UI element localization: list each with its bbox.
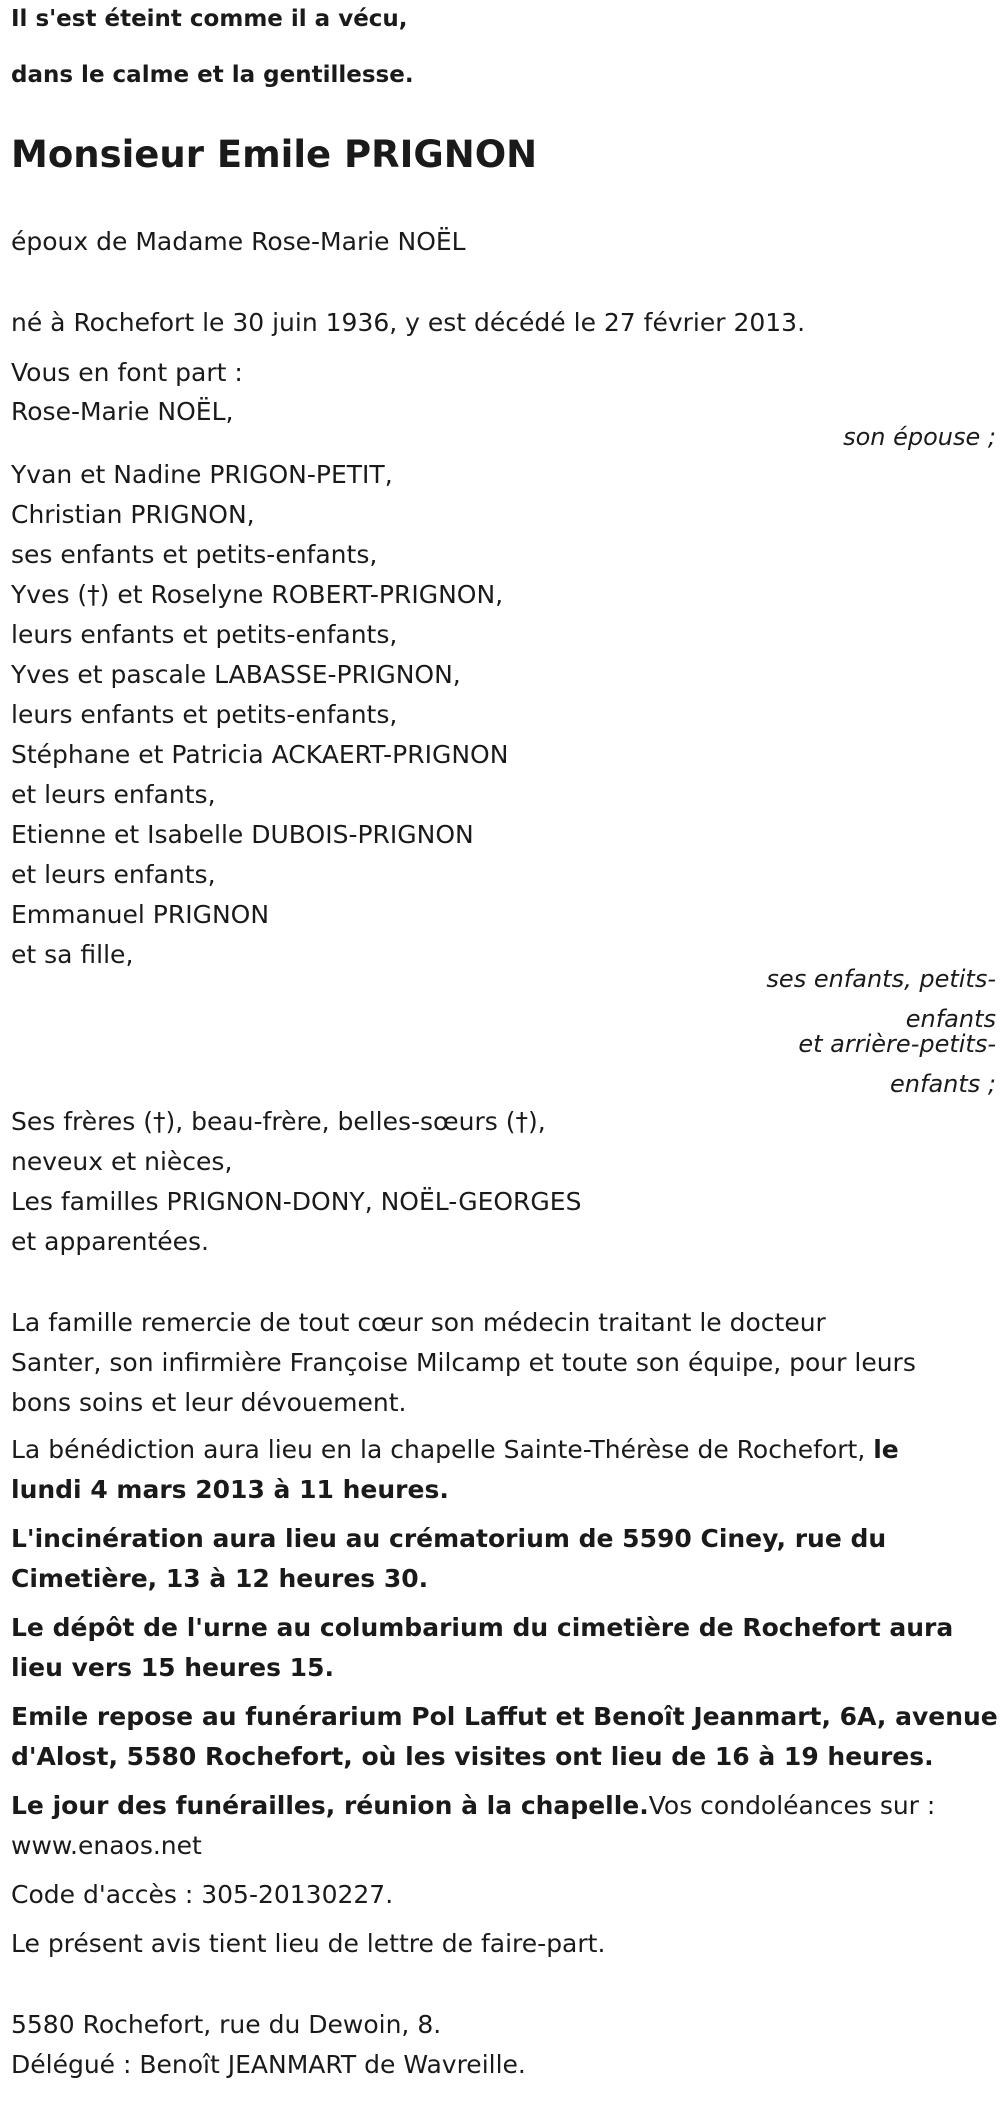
access-code: Code d'accès : 305-20130227. bbox=[11, 1880, 394, 1909]
intro-line-1: Il s'est éteint comme il a vécu, bbox=[11, 6, 408, 32]
children-line: Etienne et Isabelle DUBOIS-PRIGNON bbox=[11, 820, 474, 849]
cremation-line: L'incinération aura lieu au crématorium de 5590 Ciney, rue du bbox=[11, 1524, 887, 1553]
family-line: Les familles PRIGNON-DONY, NOËL-GEORGES bbox=[11, 1187, 582, 1216]
cremation-line: Cimetière, 13 à 12 heures 30. bbox=[11, 1564, 429, 1593]
family-line: et apparentées. bbox=[11, 1227, 209, 1256]
family-line: neveux et nièces, bbox=[11, 1147, 233, 1176]
gathering-line bbox=[11, 1789, 935, 1823]
children-line: ses enfants et petits-enfants, bbox=[11, 540, 378, 569]
intro-line-2: dans le calme et la gentillesse. bbox=[11, 62, 414, 88]
children-line: et leurs enfants, bbox=[11, 860, 216, 889]
ceremony-bold: le bbox=[873, 1435, 899, 1464]
children-line: leurs enfants et petits-enfants, bbox=[11, 620, 398, 649]
address-line: 5580 Rochefort, rue du Dewoin, 8. bbox=[11, 2010, 442, 2039]
ceremony-line-2: lundi 4 mars 2013 à 11 heures. bbox=[11, 1475, 449, 1504]
urn-line: Le dépôt de l'urne au columbarium du cimetière de Rochefort aura bbox=[11, 1613, 954, 1642]
urn-line: lieu vers 15 heures 15. bbox=[11, 1653, 334, 1682]
announce-intro: Vous en font part : bbox=[11, 358, 243, 387]
notice-line: Le présent avis tient lieu de lettre de faire-part. bbox=[11, 1929, 606, 1958]
children-role: ses enfants, petits- bbox=[766, 965, 996, 993]
thanks-line: La famille remercie de tout cœur son médecin traitant le docteur bbox=[11, 1308, 826, 1337]
children-role: et arrière-petits- bbox=[798, 1030, 996, 1058]
children-line: Stéphane et Patricia ACKAERT-PRIGNON bbox=[11, 740, 509, 769]
thanks-line: Santer, son infirmière Françoise Milcamp et toute son équipe, pour leurs bbox=[11, 1348, 916, 1377]
ceremony-line-1 bbox=[11, 1433, 899, 1467]
deceased-name: Monsieur Emile PRIGNON bbox=[11, 133, 538, 176]
wife-name: Rose-Marie NOËL, bbox=[11, 397, 234, 426]
rest-line: Emile repose au funérarium Pol Laffut et Benoît Jeanmart, 6A, avenue bbox=[11, 1702, 998, 1731]
spouse-line: époux de Madame Rose-Marie NOËL bbox=[11, 227, 466, 256]
children-line: et sa fille, bbox=[11, 940, 134, 969]
children-line: Yvan et Nadine PRIGON-PETIT, bbox=[11, 460, 393, 489]
children-line: Emmanuel PRIGNON bbox=[11, 900, 270, 929]
thanks-line: bons soins et leur dévouement. bbox=[11, 1388, 407, 1417]
delegate-line: Délégué : Benoît JEANMART de Wavreille. bbox=[11, 2050, 526, 2079]
condolences-text: Vos condoléances sur : bbox=[648, 1791, 936, 1820]
rest-line: d'Alost, 5580 Rochefort, où les visites ont lieu de 16 à 19 heures. bbox=[11, 1742, 934, 1771]
family-line: Ses frères (†), beau-frère, belles-sœurs (†), bbox=[11, 1107, 546, 1136]
children-line: leurs enfants et petits-enfants, bbox=[11, 700, 398, 729]
children-line: Yves et pascale LABASSE-PRIGNON, bbox=[11, 660, 461, 689]
wife-role: son épouse ; bbox=[843, 423, 996, 451]
website-link[interactable]: www.enaos.net bbox=[11, 1831, 202, 1860]
gathering-bold: Le jour des funérailles, réunion à la chapelle. bbox=[11, 1791, 649, 1820]
birth-death-line: né à Rochefort le 30 juin 1936, y est décédé le 27 février 2013. bbox=[11, 308, 806, 337]
children-role: enfants bbox=[905, 1005, 996, 1033]
children-role: enfants ; bbox=[890, 1070, 996, 1098]
children-line: Christian PRIGNON, bbox=[11, 500, 255, 529]
children-line: et leurs enfants, bbox=[11, 780, 216, 809]
ceremony-text: La bénédiction aura lieu en la chapelle Sainte-Thérèse de Rochefort, bbox=[11, 1435, 874, 1464]
children-line: Yves (†) et Roselyne ROBERT-PRIGNON, bbox=[11, 580, 504, 609]
